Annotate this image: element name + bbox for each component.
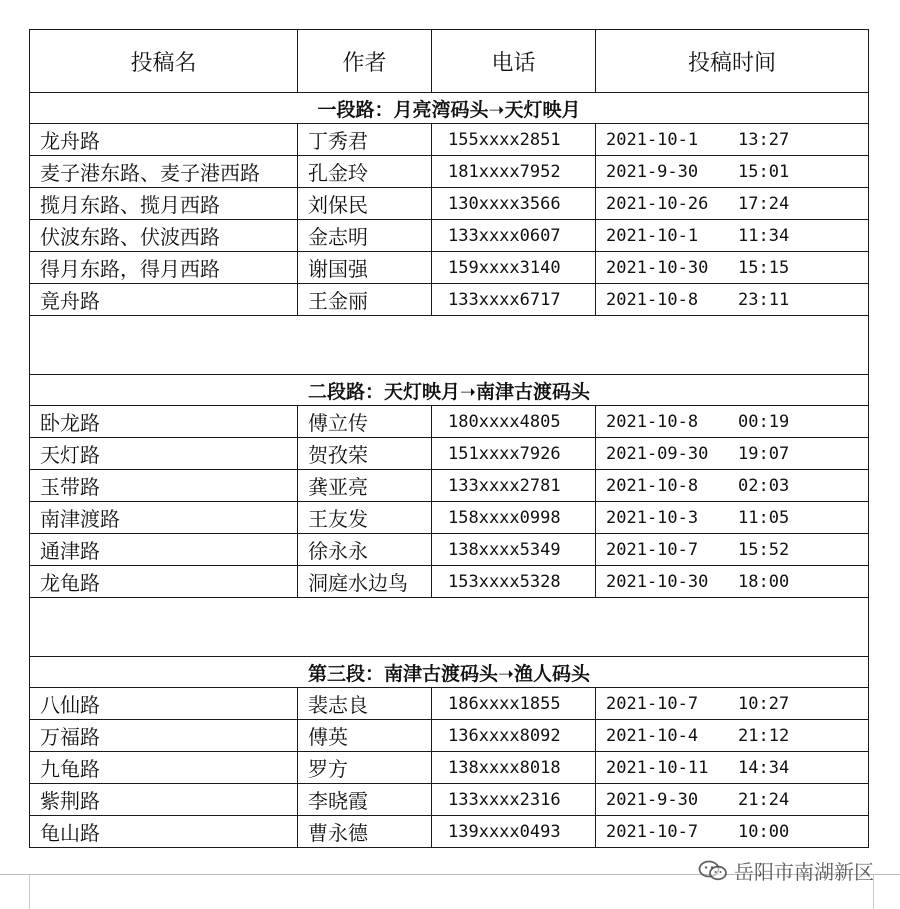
phone-cell: 138xxxx8018 <box>432 752 596 784</box>
submit-time-cell <box>596 502 869 534</box>
table-row <box>30 534 869 566</box>
submit-time-cell <box>596 124 869 156</box>
table-header-row <box>30 30 869 93</box>
submit-date: 2021-10-1 <box>606 129 699 150</box>
wechat-icon <box>698 859 728 883</box>
section-title: 第三段：南津古渡码头➝渔人码头 <box>30 657 869 688</box>
submit-date: 2021-9-30 <box>606 161 699 182</box>
author-cell: 丁秀君 <box>298 124 432 156</box>
submit-date: 2021-10-26 <box>606 193 709 214</box>
submit-clock-time: 15:01 <box>738 161 790 182</box>
phone-cell: 180xxxx4805 <box>432 406 596 438</box>
submit-time-cell <box>596 720 869 752</box>
submissions-table <box>29 29 869 848</box>
phone-cell: 136xxxx8092 <box>432 720 596 752</box>
phone-cell: 130xxxx3566 <box>432 188 596 220</box>
phone-cell: 133xxxx0607 <box>432 220 596 252</box>
road-name-cell: 八仙路 <box>30 688 298 720</box>
table-row <box>30 156 869 188</box>
phone-cell: 153xxxx5328 <box>432 566 596 598</box>
submit-time-cell <box>596 816 869 848</box>
author-cell: 徐永永 <box>298 534 432 566</box>
phone-cell: 158xxxx0998 <box>432 502 596 534</box>
submit-time-cell <box>596 470 869 502</box>
phone-cell: 186xxxx1855 <box>432 688 596 720</box>
phone-cell: 133xxxx2316 <box>432 784 596 816</box>
section-title: 二段路：天灯映月➝南津古渡码头 <box>30 375 869 406</box>
table-row <box>30 284 869 316</box>
header-time: 投稿时间 <box>596 30 869 93</box>
submit-date: 2021-10-30 <box>606 257 709 278</box>
submit-clock-time: 21:12 <box>738 725 790 746</box>
submit-time-cell <box>596 406 869 438</box>
submit-date: 2021-9-30 <box>606 789 699 810</box>
table-row <box>30 784 869 816</box>
road-name-cell: 得月东路，得月西路 <box>30 252 298 284</box>
submit-date: 2021-10-8 <box>606 475 699 496</box>
table-row <box>30 124 869 156</box>
phone-cell: 155xxxx2851 <box>432 124 596 156</box>
watermark <box>698 856 874 885</box>
author-cell: 王友发 <box>298 502 432 534</box>
submit-time-cell <box>596 156 869 188</box>
submit-date: 2021-10-30 <box>606 571 709 592</box>
road-name-cell: 南津渡路 <box>30 502 298 534</box>
table-row <box>30 220 869 252</box>
submit-clock-time: 21:24 <box>738 789 790 810</box>
author-cell: 傅英 <box>298 720 432 752</box>
road-name-cell: 麦子港东路、麦子港西路 <box>30 156 298 188</box>
author-cell: 裴志良 <box>298 688 432 720</box>
road-name-cell: 卧龙路 <box>30 406 298 438</box>
header-author: 作者 <box>298 30 432 93</box>
submit-clock-time: 17:24 <box>738 193 790 214</box>
submit-time-cell <box>596 220 869 252</box>
phone-cell: 133xxxx6717 <box>432 284 596 316</box>
section-header-row <box>30 93 869 124</box>
submit-time-cell <box>596 438 869 470</box>
table-row <box>30 470 869 502</box>
table-row <box>30 566 869 598</box>
road-name-cell: 竟舟路 <box>30 284 298 316</box>
submit-date: 2021-10-4 <box>606 725 699 746</box>
table-row <box>30 252 869 284</box>
author-cell: 刘保民 <box>298 188 432 220</box>
submit-time-cell <box>596 252 869 284</box>
author-cell: 金志明 <box>298 220 432 252</box>
submit-date: 2021-10-11 <box>606 757 709 778</box>
submit-date: 2021-10-3 <box>606 507 699 528</box>
submit-clock-time: 18:00 <box>738 571 790 592</box>
table-row <box>30 406 869 438</box>
table-row <box>30 816 869 848</box>
spacer-row <box>30 598 869 657</box>
author-cell: 贺孜荣 <box>298 438 432 470</box>
watermark-text: 岳阳市南湖新区 <box>734 860 874 884</box>
section-title: 一段路：月亮湾码头➝天灯映月 <box>30 93 869 124</box>
phone-cell: 181xxxx7952 <box>432 156 596 188</box>
author-cell: 王金丽 <box>298 284 432 316</box>
road-name-cell: 万福路 <box>30 720 298 752</box>
section-header-row <box>30 657 869 688</box>
spacer-cell <box>30 316 869 375</box>
table-row <box>30 752 869 784</box>
road-name-cell: 紫荆路 <box>30 784 298 816</box>
submit-time-cell <box>596 752 869 784</box>
road-name-cell: 龙舟路 <box>30 124 298 156</box>
phone-cell: 159xxxx3140 <box>432 252 596 284</box>
submit-date: 2021-10-8 <box>606 289 699 310</box>
submit-clock-time: 19:07 <box>738 443 790 464</box>
section-header-row <box>30 375 869 406</box>
author-cell: 曹永德 <box>298 816 432 848</box>
table-row <box>30 502 869 534</box>
submit-clock-time: 15:52 <box>738 539 790 560</box>
author-cell: 龚亚亮 <box>298 470 432 502</box>
submit-clock-time: 00:19 <box>738 411 790 432</box>
submit-clock-time: 14:34 <box>738 757 790 778</box>
author-cell: 洞庭水边鸟 <box>298 566 432 598</box>
road-name-cell: 通津路 <box>30 534 298 566</box>
submit-time-cell <box>596 284 869 316</box>
submit-date: 2021-10-7 <box>606 693 699 714</box>
road-name-cell: 天灯路 <box>30 438 298 470</box>
submit-date: 2021-10-7 <box>606 539 699 560</box>
table-row <box>30 688 869 720</box>
author-cell: 罗方 <box>298 752 432 784</box>
phone-cell: 133xxxx2781 <box>432 470 596 502</box>
submit-date: 2021-09-30 <box>606 443 709 464</box>
table-row <box>30 438 869 470</box>
submit-time-cell <box>596 688 869 720</box>
road-name-cell: 玉带路 <box>30 470 298 502</box>
submit-time-cell <box>596 188 869 220</box>
phone-cell: 151xxxx7926 <box>432 438 596 470</box>
submit-time-cell <box>596 566 869 598</box>
phone-cell: 139xxxx0493 <box>432 816 596 848</box>
table-row <box>30 188 869 220</box>
author-cell: 傅立传 <box>298 406 432 438</box>
submit-clock-time: 11:34 <box>738 225 790 246</box>
phone-cell: 138xxxx5349 <box>432 534 596 566</box>
author-cell: 李晓霞 <box>298 784 432 816</box>
road-name-cell: 揽月东路、揽月西路 <box>30 188 298 220</box>
author-cell: 谢国强 <box>298 252 432 284</box>
submit-clock-time: 11:05 <box>738 507 790 528</box>
submit-time-cell <box>596 534 869 566</box>
submit-clock-time: 10:27 <box>738 693 790 714</box>
spacer-row <box>30 316 869 375</box>
spacer-cell <box>30 598 869 657</box>
submit-date: 2021-10-7 <box>606 821 699 842</box>
header-phone: 电话 <box>432 30 596 93</box>
submit-date: 2021-10-8 <box>606 411 699 432</box>
author-cell: 孔金玲 <box>298 156 432 188</box>
table-row <box>30 720 869 752</box>
submit-clock-time: 02:03 <box>738 475 790 496</box>
submit-clock-time: 10:00 <box>738 821 790 842</box>
road-name-cell: 龙龟路 <box>30 566 298 598</box>
road-name-cell: 龟山路 <box>30 816 298 848</box>
road-name-cell: 九龟路 <box>30 752 298 784</box>
header-name: 投稿名 <box>30 30 298 93</box>
submit-clock-time: 13:27 <box>738 129 790 150</box>
submit-time-cell <box>596 784 869 816</box>
submit-date: 2021-10-1 <box>606 225 699 246</box>
submit-clock-time: 15:15 <box>738 257 790 278</box>
road-name-cell: 伏波东路、伏波西路 <box>30 220 298 252</box>
submit-clock-time: 23:11 <box>738 289 790 310</box>
table-body <box>30 93 869 848</box>
